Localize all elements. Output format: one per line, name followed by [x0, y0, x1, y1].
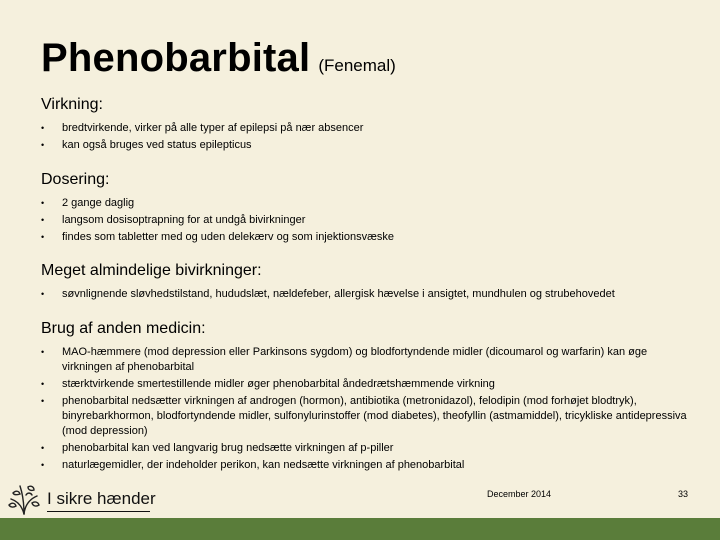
bullet-icon: • [41, 379, 45, 389]
leaf-ornament-icon [6, 481, 42, 517]
title-main: Phenobarbital [41, 36, 311, 80]
section-heading: Meget almindelige bivirkninger: [41, 262, 262, 279]
list-item: • kan også bruges ved status epilepticus [41, 139, 252, 151]
bullet-list [41, 121, 691, 153]
logo-text: I sikre hænder [47, 489, 156, 508]
list-item: • phenobarbital kan ved langvarig brug nedsætte virkningen af p-piller [41, 442, 394, 454]
list-item: • stærktvirkende smertestillende midler øger phenobarbital åndedrætshæmmende virkning [41, 378, 495, 390]
section-anden-medicin [41, 320, 691, 475]
bullet-icon: • [41, 215, 45, 225]
list-item: • søvnlignende sløvhedstilstand, hududslæt, nældefeber, allergisk hævelse i ansigtet, mundhulen og strubehovedet [41, 288, 615, 300]
bullet-icon: • [41, 140, 45, 150]
list-item: • findes som tabletter med og uden delekærv og som injektionsvæske [41, 231, 395, 243]
bullet-list [41, 196, 691, 245]
bullet-icon: • [41, 198, 45, 208]
bullet-icon: • [41, 460, 45, 470]
list-item: • phenobarbital nedsætter virkningen af androgen (hormon), antibiotika (metronidazol), felodipin (mod forhøjet blodtryk), binyrebarkhormon, blodfortyndende midler, sulfonylurinstoffer (mod diabetes), theofyllin (astmamiddel), tricykliske antidepressiva (mod depression) [41, 395, 687, 437]
section-heading: Dosering: [41, 171, 110, 188]
footer-bar [0, 518, 720, 540]
list-item: • 2 gange daglig [41, 197, 135, 209]
list-item: • MAO-hæmmere (mod depression eller Parkinsons sygdom) og blodfortyndende midler (dicoumarol og warfarin) kan øge virkningen af phenobarbital [41, 346, 648, 373]
bullet-icon: • [41, 443, 45, 453]
footer-date: December 2014 [487, 489, 552, 499]
logo [6, 481, 156, 517]
page-number: 33 [678, 489, 689, 499]
section-virkning [41, 96, 691, 155]
list-item: • bredtvirkende, virker på alle typer af epilepsi på nær absencer [41, 122, 364, 134]
list-item: • naturlægemidler, der indeholder perikon, kan nedsætte virkningen af phenobarbital [41, 459, 465, 471]
bullet-list [41, 287, 691, 302]
bullet-icon: • [41, 123, 45, 133]
section-heading: Brug af anden medicin: [41, 320, 206, 337]
bullet-list [41, 345, 691, 473]
bullet-icon: • [41, 396, 45, 406]
section-bivirkninger [41, 262, 691, 304]
bullet-icon: • [41, 232, 45, 242]
bullet-icon: • [41, 347, 45, 357]
list-item: • langsom dosisoptrapning for at undgå bivirkninger [41, 214, 306, 226]
logo-underline [47, 511, 150, 512]
section-dosering [41, 171, 691, 247]
section-heading: Virkning: [41, 96, 103, 113]
title-subtitle: (Fenemal) [318, 56, 396, 75]
bullet-icon: • [41, 289, 45, 299]
slide-title [41, 36, 396, 81]
